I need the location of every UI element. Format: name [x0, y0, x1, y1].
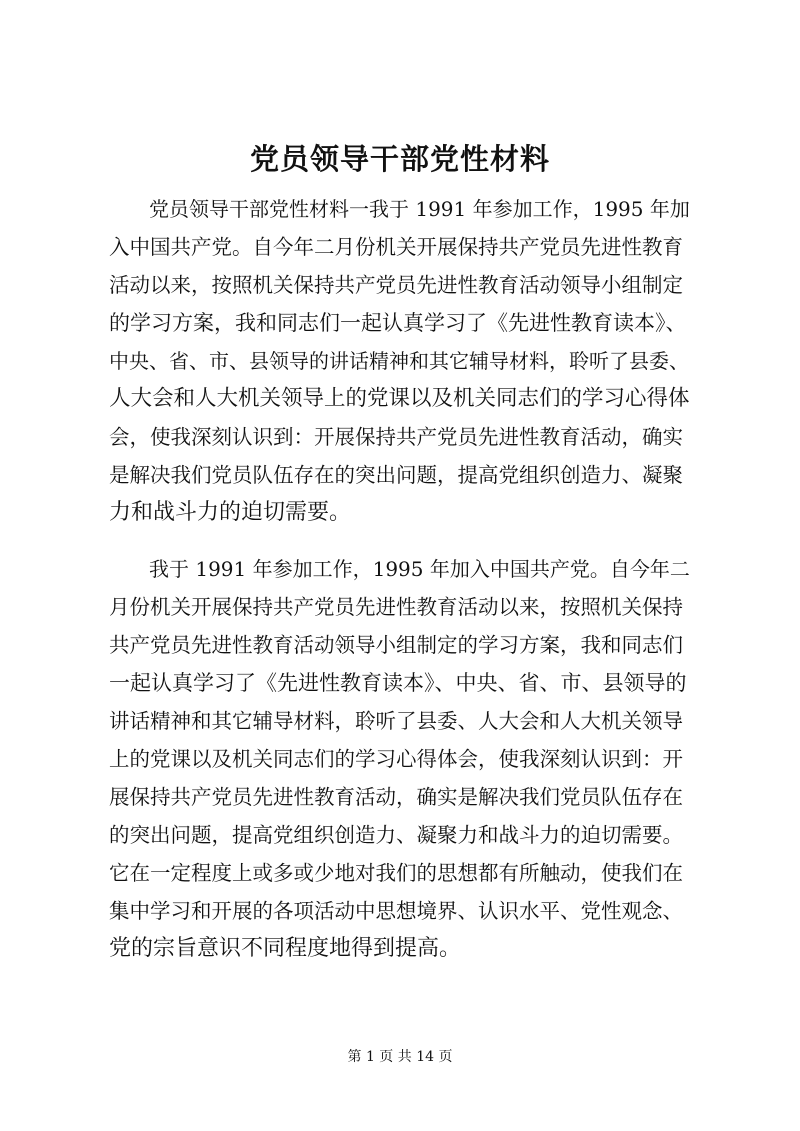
- document-title: 党员领导干部党性材料: [249, 142, 550, 176]
- text-line: 活动以来，按照机关保持共产党员先进性教育活动领导小组制定: [109, 273, 683, 297]
- text-line: 一起认真学习了《先进性教育读本》、中央、省、市、县领导的: [109, 671, 687, 695]
- page-number-footer: 第 1 页 共 14 页: [347, 1049, 453, 1065]
- text-line: 的突出问题，提高党组织创造力、凝聚力和战斗力的迫切需要。: [109, 823, 683, 847]
- text-line: 月份机关开展保持共产党员先进性教育活动以来，按照机关保持: [109, 595, 683, 619]
- text-line: 人大会和人大机关领导上的党课以及机关同志们的学习心得体: [109, 386, 690, 411]
- text-line: 我于 1991 年参加工作，1995 年加入中国共产党。自今年二: [109, 557, 690, 581]
- text-line: 上的党课以及机关同志们的学习心得体会，使我深刻认识到：开: [109, 747, 683, 771]
- text-line: 共产党员先进性教育活动领导小组制定的学习方案，我和同志们: [109, 633, 683, 657]
- text-line: 的学习方案，我和同志们一起认真学习了《先进性教育读本》、: [109, 311, 687, 335]
- text-line: 是解决我们党员队伍存在的突出问题，提高党组织创造力、凝聚: [109, 463, 683, 487]
- text-line: 中央、省、市、县领导的讲话精神和其它辅导材料，聆听了县委、: [109, 349, 689, 373]
- text-line: 它在一定程度上或多或少地对我们的思想都有所触动，使我们在: [109, 861, 683, 885]
- text-line: 力和战斗力的迫切需要。: [109, 500, 352, 525]
- text-line: 会，使我深刻认识到：开展保持共产党员先进性教育活动，确实: [109, 425, 683, 449]
- text-line: 集中学习和开展的各项活动中思想境界、认识水平、党性观念、: [109, 899, 683, 923]
- text-line: 展保持共产党员先进性教育活动，确实是解决我们党员队伍存在: [109, 785, 683, 809]
- text-line: 党员领导干部党性材料一我于 1991 年参加工作，1995 年加: [109, 197, 690, 221]
- text-line: 党的宗旨意识不同程度地得到提高。: [109, 936, 462, 961]
- text-line: 入中国共产党。自今年二月份机关开展保持共产党员先进性教育: [109, 235, 683, 259]
- text-line: 讲话精神和其它辅导材料，聆听了县委、人大会和人大机关领导: [109, 709, 683, 733]
